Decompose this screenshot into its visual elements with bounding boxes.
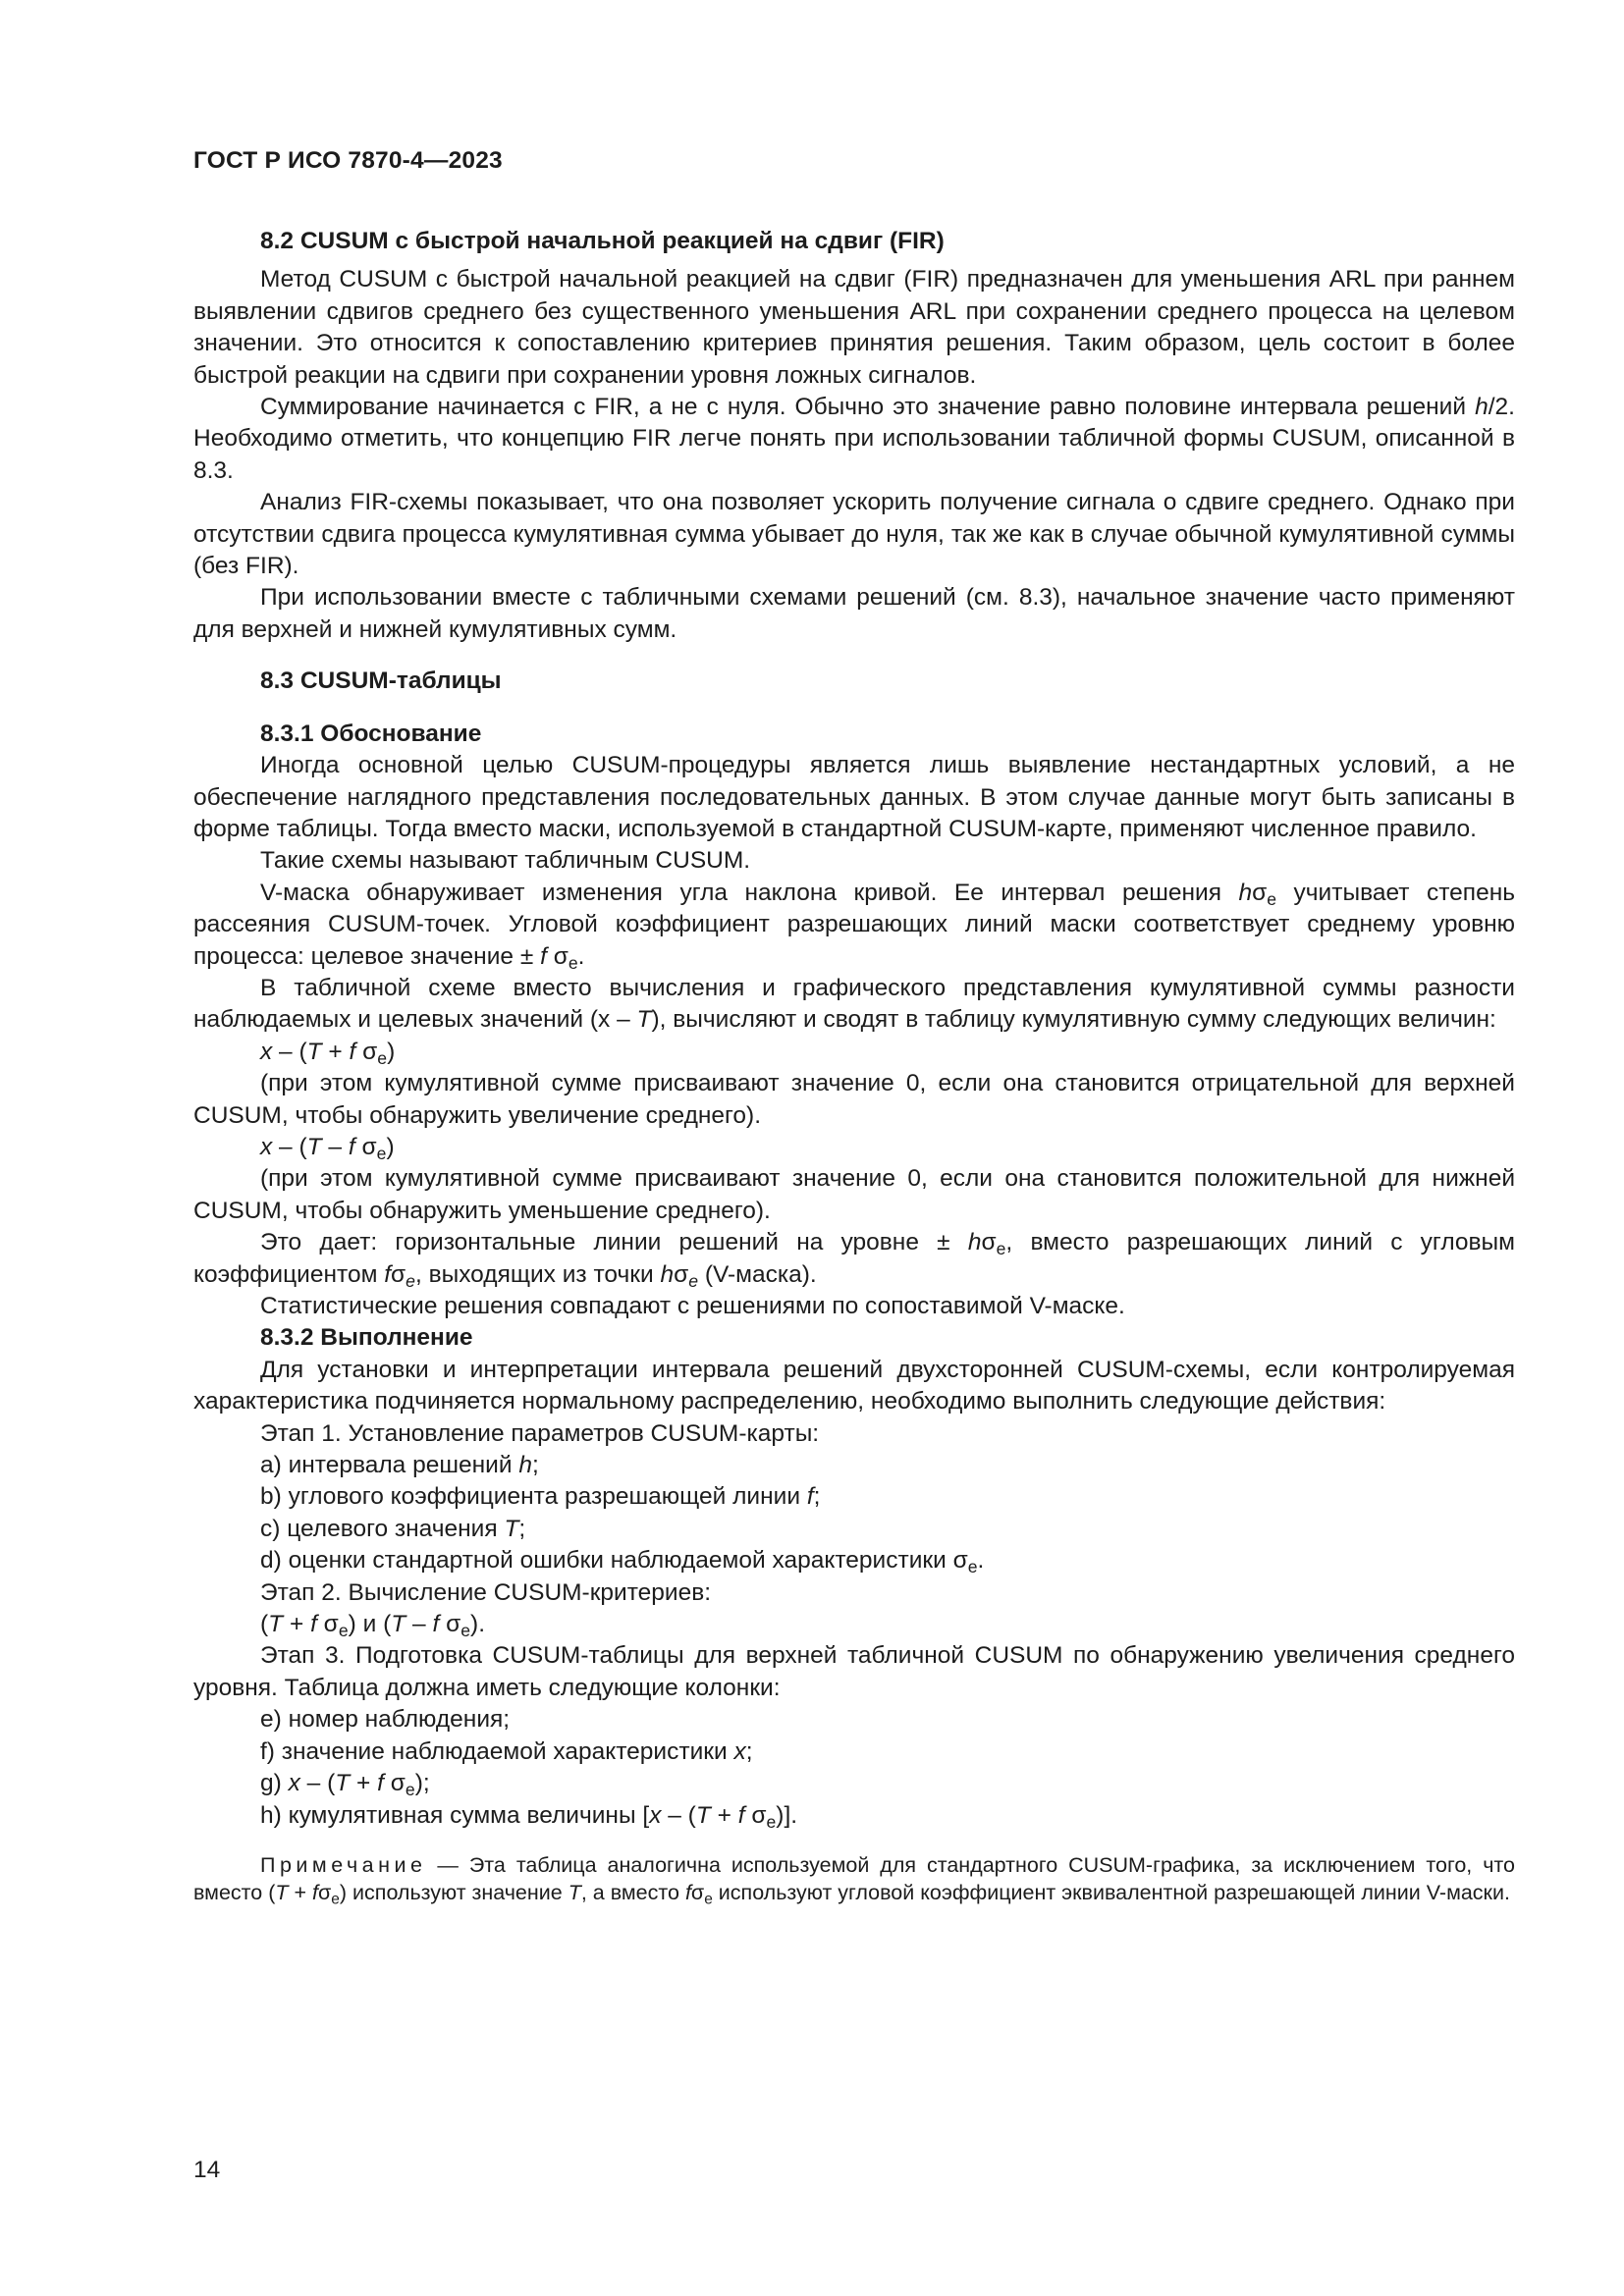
list-item-f: f) значение наблюдаемой характеристики x; xyxy=(260,1737,753,1765)
s82-paragraph-3: Анализ FIR-схемы показывает, что она позволяет ускорить получение сигнала о сдвиге среднего. Однако при отсутствии сдвига процесса кумулятивная сумма убывает до нуля, так же как в случае обычной кумулятивной суммы (без FIR). xyxy=(193,489,1515,580)
list-item-e: e) номер наблюдения; xyxy=(260,1706,511,1734)
s831-paragraph-2: Такие схемы называют табличным CUSUM. xyxy=(260,847,751,875)
section-8-2-title: 8.2 CUSUM с быстрой начальной реакцией на сдвиг (FIR) xyxy=(260,228,945,254)
section-8-3-title: 8.3 CUSUM-таблицы xyxy=(260,667,502,695)
list-item-g: g) x – (T + f $\sigma_e$); xyxy=(260,1770,430,1800)
list-item-d: d) оценки стандартной ошибки наблюдаемой характеристики $\sigma_e$. xyxy=(260,1547,985,1577)
criteria-formula: (T + f $\sigma_e$) и (T – f $\sigma_e$). xyxy=(260,1611,485,1640)
page-number: 14 xyxy=(193,2157,221,2183)
step-3: Этап 3. Подготовка CUSUM-таблицы для верхней табличной CUSUM по обнаружению увеличения среднего уровня. Таблица должна иметь следующие колонки: xyxy=(193,1642,1515,1701)
s832-paragraph-1: Для установки и интерпретации интервала решений двухсторонней CUSUM-схемы, если контролируемая характеристика подчиняется нормальному распределению, необходимо выполнить следующие действия: xyxy=(193,1356,1515,1415)
formula-lower: x – (T – f $\sigma_e$) xyxy=(260,1133,395,1163)
page-body xyxy=(193,226,1515,1907)
s82-paragraph-2: Суммирование начинается с FIR, а не с нуля. Обычно это значение равно половине интервала решений h/2. Необходимо отметить, что концепцию FIR легче понять при использовании табличной формы CUSUM, описанной в 8.3. xyxy=(193,394,1515,484)
s831-paragraph-6: Статистические решения совпадают с решениями по сопоставимой V-маске. xyxy=(260,1293,1125,1319)
formula-lower-note: (при этом кумулятивной сумме присваивают значение 0, если она становится положительной для нижней CUSUM, чтобы обнаружить уменьшение среднего). xyxy=(193,1165,1515,1224)
s831-paragraph-3: V-маска обнаруживает изменения угла наклона кривой. Ее интервал решения $h\sigma_e$ учитывает степень рассеяния CUSUM-точек. Угловой коэффициент разрешающих линий маски соответствует среднему уровню процесса: целевое значение ± f $\sigma_e$. xyxy=(193,879,1515,973)
step-1: Этап 1. Установление параметров CUSUM-карты: xyxy=(260,1419,820,1447)
section-8-3-1-title: 8.3.1 Обоснование xyxy=(260,720,482,747)
list-item-b: b) углового коэффициента разрешающей линии f; xyxy=(260,1483,821,1511)
note-paragraph: Примечание — Эта таблица аналогична используемой для стандартного CUSUM-графика, за исключением того, что вместо $(T + f\sigma_e)$ используют значение T, а вместо $f\sigma_e$ используют угловой коэффициент эквивалентной разрешающей линии V-маски. xyxy=(193,1852,1515,1908)
s82-paragraph-4: При использовании вместе с табличными схемами решений (см. 8.3), начальное значение часто применяют для верхней и нижней кумулятивных сумм. xyxy=(193,584,1515,643)
s831-paragraph-1: Иногда основной целью CUSUM-процедуры является лишь выявление нестандартных условий, а не обеспечение наглядного представления последовательных данных. В этом случае данные могут быть записаны в форме таблицы. Тогда вместо маски, используемой в стандартной CUSUM-карте, применяют численное правило. xyxy=(193,752,1515,842)
note-label: Примечание xyxy=(260,1852,427,1877)
s82-paragraph-1: Метод CUSUM с быстрой начальной реакцией на сдвиг (FIR) предназначен для уменьшения ARL при раннем выявлении сдвигов среднего без существенного уменьшения ARL при сохранении среднего процесса на целевом значении. Это относится к сопоставлению критериев принятия решения. Таким образом, цель состоит в более быстрой реакции на сдвиги при сохранении уровня ложных сигналов. xyxy=(193,266,1515,389)
list-item-h: h) кумулятивная сумма величины [x – (T + f $\sigma_e$)]. xyxy=(260,1801,798,1832)
s831-paragraph-5: Это дает: горизонтальные линии решений на уровне ± $h\sigma_e$, вместо разрешающих линий с угловым коэффициентом $f\sigma_e$, выходящих из точки $h\sigma_e$ (V-маска). xyxy=(193,1229,1515,1291)
section-8-3-2-title: 8.3.2 Выполнение xyxy=(260,1324,473,1352)
formula-upper: x – (T + f $\sigma_e$) xyxy=(260,1038,396,1068)
step-2: Этап 2. Вычисление CUSUM-критериев: xyxy=(260,1578,712,1606)
document-header: ГОСТ Р ИСО 7870-4—2023 xyxy=(193,147,503,174)
list-item-c: c) целевого значения T; xyxy=(260,1515,526,1542)
s831-paragraph-4: В табличной схеме вместо вычисления и графического представления кумулятивной суммы разности наблюдаемых и целевых значений (x – T), вычисляют и сводят в таблицу кумулятивную сумму следующих величин: xyxy=(193,974,1515,1034)
formula-upper-note: (при этом кумулятивной сумме присваивают значение 0, если она становится отрицательной для верхней CUSUM, чтобы обнаружить увеличение среднего). xyxy=(193,1070,1515,1129)
list-item-a: a) интервала решений h; xyxy=(260,1452,539,1479)
